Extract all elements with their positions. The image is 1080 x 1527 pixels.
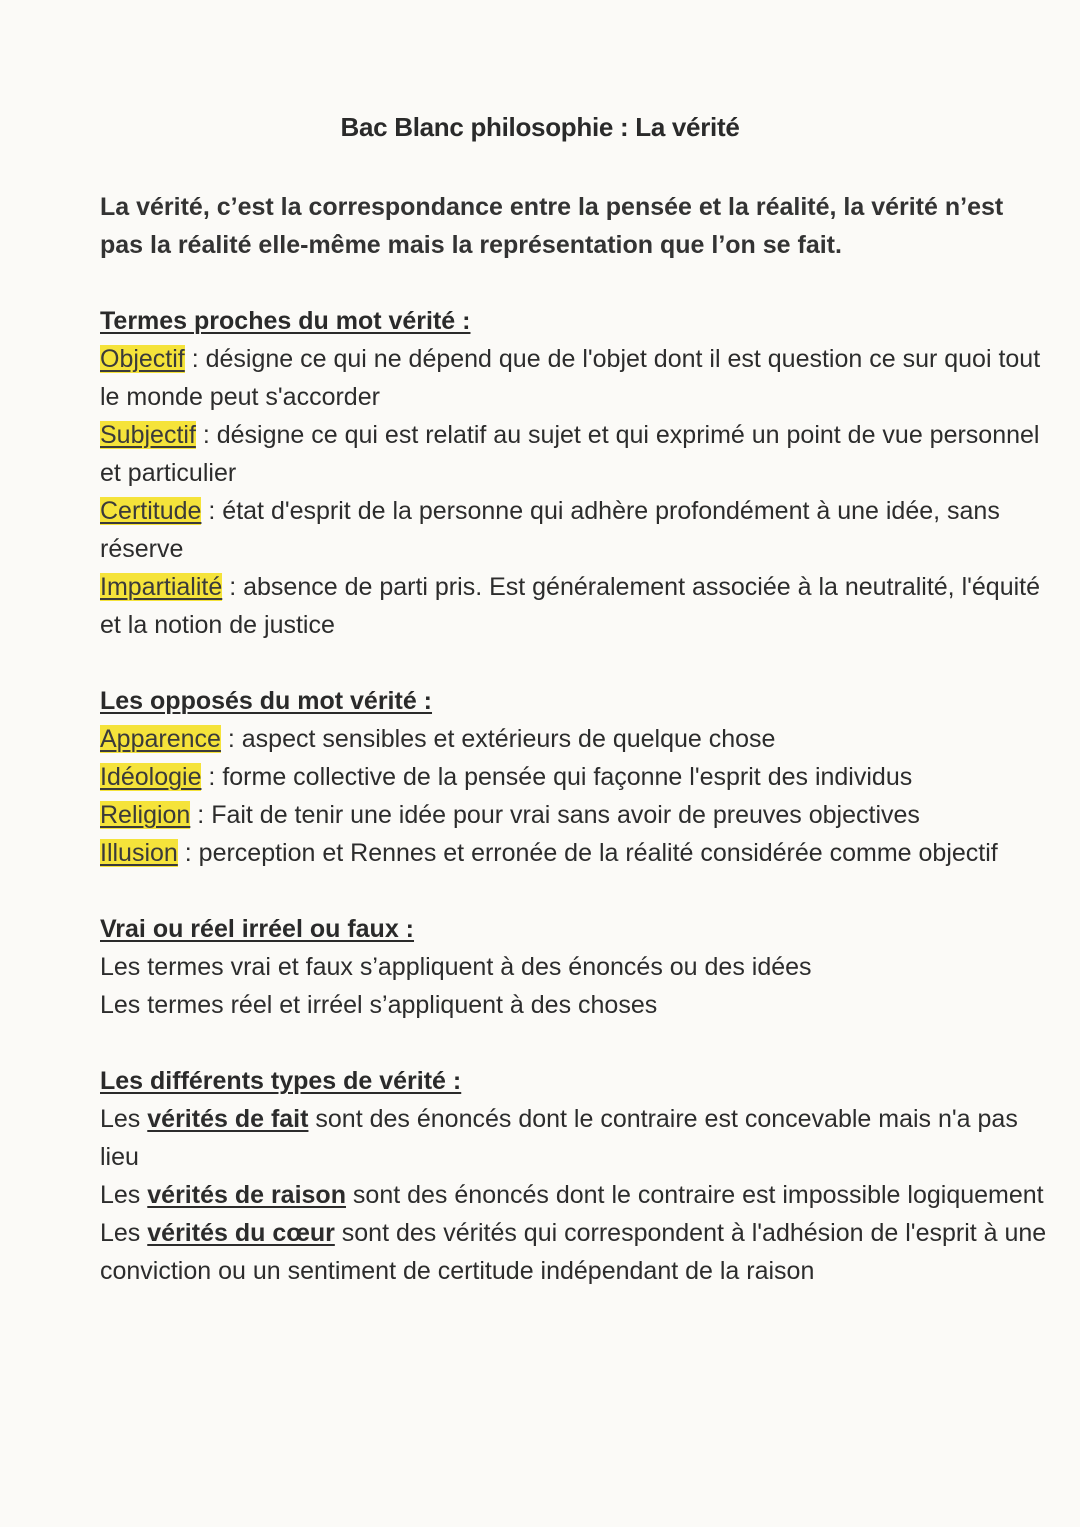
body-line: Les termes réel et irréel s’appliquent à des choses [100, 991, 658, 1019]
term-highlight: Illusion [100, 839, 178, 867]
term-highlight: Idéologie [100, 763, 202, 791]
truth-type-keyword: vérités de fait [147, 1105, 309, 1133]
definition-item: Subjectif : désigne ce qui est relatif au sujet et qui exprimé un point de vue personnel et particulier [100, 421, 1040, 487]
truth-type-item: Les vérités du cœur sont des vérités qui correspondent à l'adhésion de l'esprit à une conviction ou un sentiment de certitude indépendant de la raison [100, 1219, 1047, 1285]
definition-text: forme collective de la pensée qui façonne l'esprit des individus [222, 763, 913, 791]
truth-type-item: Les vérités de raison sont des énoncés dont le contraire est impossible logiquement [100, 1181, 1044, 1209]
section-heading: Vrai ou réel irréel ou faux : [100, 915, 415, 943]
definition-item: Illusion : perception et Rennes et erronée de la réalité considérée comme objectif [100, 839, 998, 867]
section-types-verite [100, 1062, 1050, 1290]
term-highlight: Impartialité [100, 573, 223, 601]
definition-text: état d'esprit de la personne qui adhère profondément à une idée, sans réserve [100, 497, 1000, 563]
section-vrai-reel [100, 910, 1050, 1024]
document-body [100, 188, 1050, 1290]
term-highlight: Certitude [100, 497, 202, 525]
page-title: Bac Blanc philosophie : La vérité [340, 112, 740, 142]
definition-text: Fait de tenir une idée pour vrai sans avoir de preuves objectives [211, 801, 920, 829]
definition-text: aspect sensibles et extérieurs de quelque chose [241, 725, 776, 753]
definition-item: Impartialité : absence de parti pris. Est généralement associée à la neutralité, l'équité et la notion de justice [100, 573, 1041, 639]
body-line: Les termes vrai et faux s’appliquent à des énoncés ou des idées [100, 953, 812, 981]
section-heading: Les différents types de vérité : [100, 1067, 462, 1095]
definition-item: Objectif : désigne ce qui ne dépend que de l'objet dont il est question ce sur quoi tout le monde peut s'accorder [100, 345, 1041, 411]
term-highlight: Subjectif [100, 421, 196, 449]
term-highlight: Objectif [100, 345, 185, 373]
term-highlight: Religion [100, 801, 191, 829]
section-heading: Termes proches du mot vérité : [100, 307, 471, 335]
section-opposes [100, 682, 1050, 872]
definition-item: Idéologie : forme collective de la pensée qui façonne l'esprit des individus [100, 763, 913, 791]
definition-text: perception et Rennes et erronée de la réalité considérée comme objectif [198, 839, 998, 867]
definition-item: Apparence : aspect sensibles et extérieurs de quelque chose [100, 725, 776, 753]
intro-paragraph: La vérité, c’est la correspondance entre la pensée et la réalité, la vérité n’est pas la réalité elle-même mais la représentation que l’on se fait. [100, 193, 1004, 259]
definition-text: absence de parti pris. Est généralement associée à la neutralité, l'équité et la notion de justice [100, 573, 1041, 639]
definition-item: Certitude : état d'esprit de la personne qui adhère profondément à une idée, sans réserve [100, 497, 1000, 563]
truth-type-item: Les vérités de fait sont des énoncés dont le contraire est concevable mais n'a pas lieu [100, 1105, 1018, 1171]
definition-text: désigne ce qui ne dépend que de l'objet dont il est question ce sur quoi tout le monde peut s'accorder [100, 345, 1041, 411]
definition-text: désigne ce qui est relatif au sujet et qui exprimé un point de vue personnel et particulier [100, 421, 1040, 487]
section-heading: Les opposés du mot vérité : [100, 687, 433, 715]
definition-item: Religion : Fait de tenir une idée pour vrai sans avoir de preuves objectives [100, 801, 920, 829]
term-highlight: Apparence [100, 725, 221, 753]
section-termes-proches [100, 302, 1050, 644]
truth-type-keyword: vérités de raison [147, 1181, 346, 1209]
truth-type-keyword: vérités du cœur [147, 1219, 335, 1247]
